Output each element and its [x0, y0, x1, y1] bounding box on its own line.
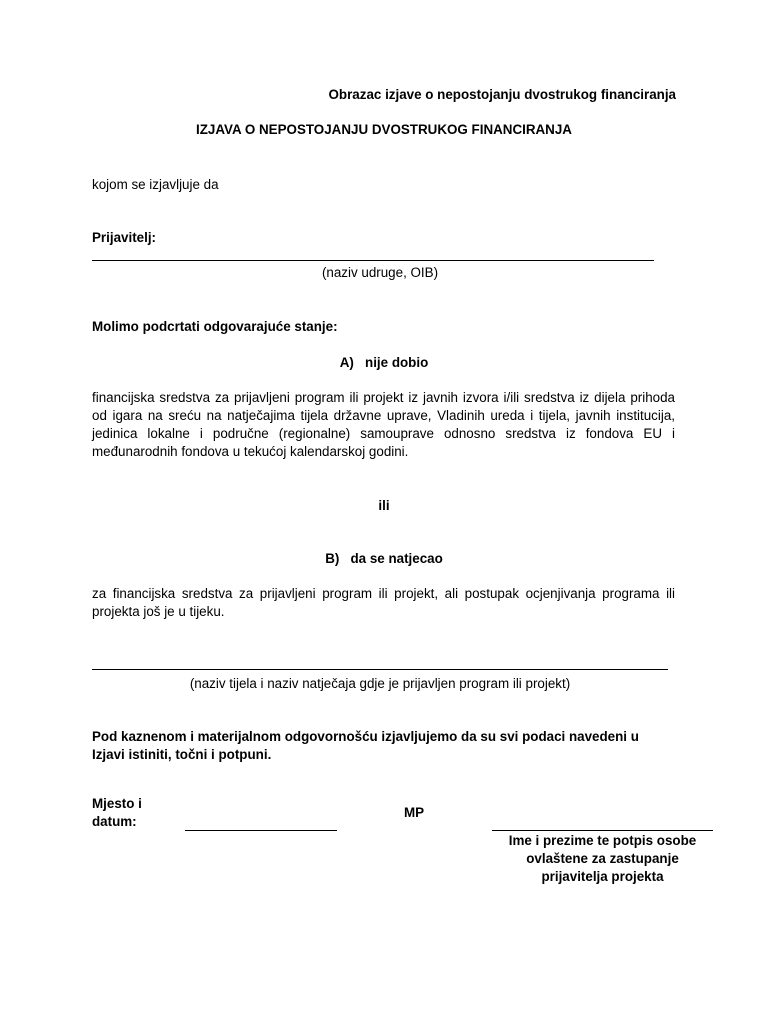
- body-blank-line: [92, 669, 668, 670]
- stamp-mp-label: MP: [404, 805, 425, 820]
- signature-caption-line3: prijavitelja projekta: [541, 869, 664, 884]
- applicant-caption: (naziv udruge, OIB): [321, 265, 439, 280]
- applicant-blank-line: [92, 260, 654, 261]
- main-title: IZJAVA O NEPOSTOJANJU DVOSTRUKOG FINANCIRANJA: [196, 122, 572, 137]
- intro-text: kojom se izjavljuje da: [92, 177, 219, 192]
- signature-blank-line: [492, 830, 713, 831]
- signature-caption: [492, 832, 713, 886]
- signature-caption-line1: Ime i prezime te potpis osobe: [508, 833, 697, 848]
- place-label-line2: datum:: [92, 814, 137, 829]
- option-a-text: financijska sredstva za prijavljeni program ili projekt iz javnih izvora i/ili sredstva iz dijela prihoda od igara na sreću na natječajima tijela državne uprave, Vladinih ureda i tijela, javnih institucija, jedinica lokalne i područne (regionalne) samouprave odnosno sredstva iz fondova EU i međunarodnih fondova u tekućoj kalendarskoj godini.: [92, 390, 675, 459]
- place-date-label: [92, 795, 142, 831]
- declaration-text: Pod kaznenom i materijalnom odgovornošću izjavljujemo da su svi podaci navedeni u Izjavi istiniti, točni i potpuni.: [92, 729, 639, 762]
- option-b-text: za financijska sredstva za prijavljeni program ili projekt, ali postupak ocjenjivanja programa ili projekta još je u tijeku.: [92, 586, 675, 619]
- date-blank-line: [185, 830, 337, 831]
- option-b-heading: B) da se natjecao: [325, 551, 443, 566]
- applicant-label: Prijavitelj:: [92, 230, 157, 245]
- or-separator: ili: [378, 498, 390, 513]
- option-a-heading: A) nije dobio: [339, 355, 429, 370]
- body-caption: (naziv tijela i naziv natječaja gdje je prijavljen program ili projekt): [189, 676, 571, 691]
- signature-caption-line2: ovlaštene za zastupanje: [526, 851, 679, 866]
- instruction-text: Molimo podcrtati odgovarajuće stanje:: [92, 319, 338, 334]
- place-label-line1: Mjesto i: [92, 796, 142, 811]
- form-title: Obrazac izjave o nepostojanju dvostrukog financiranja: [328, 87, 676, 102]
